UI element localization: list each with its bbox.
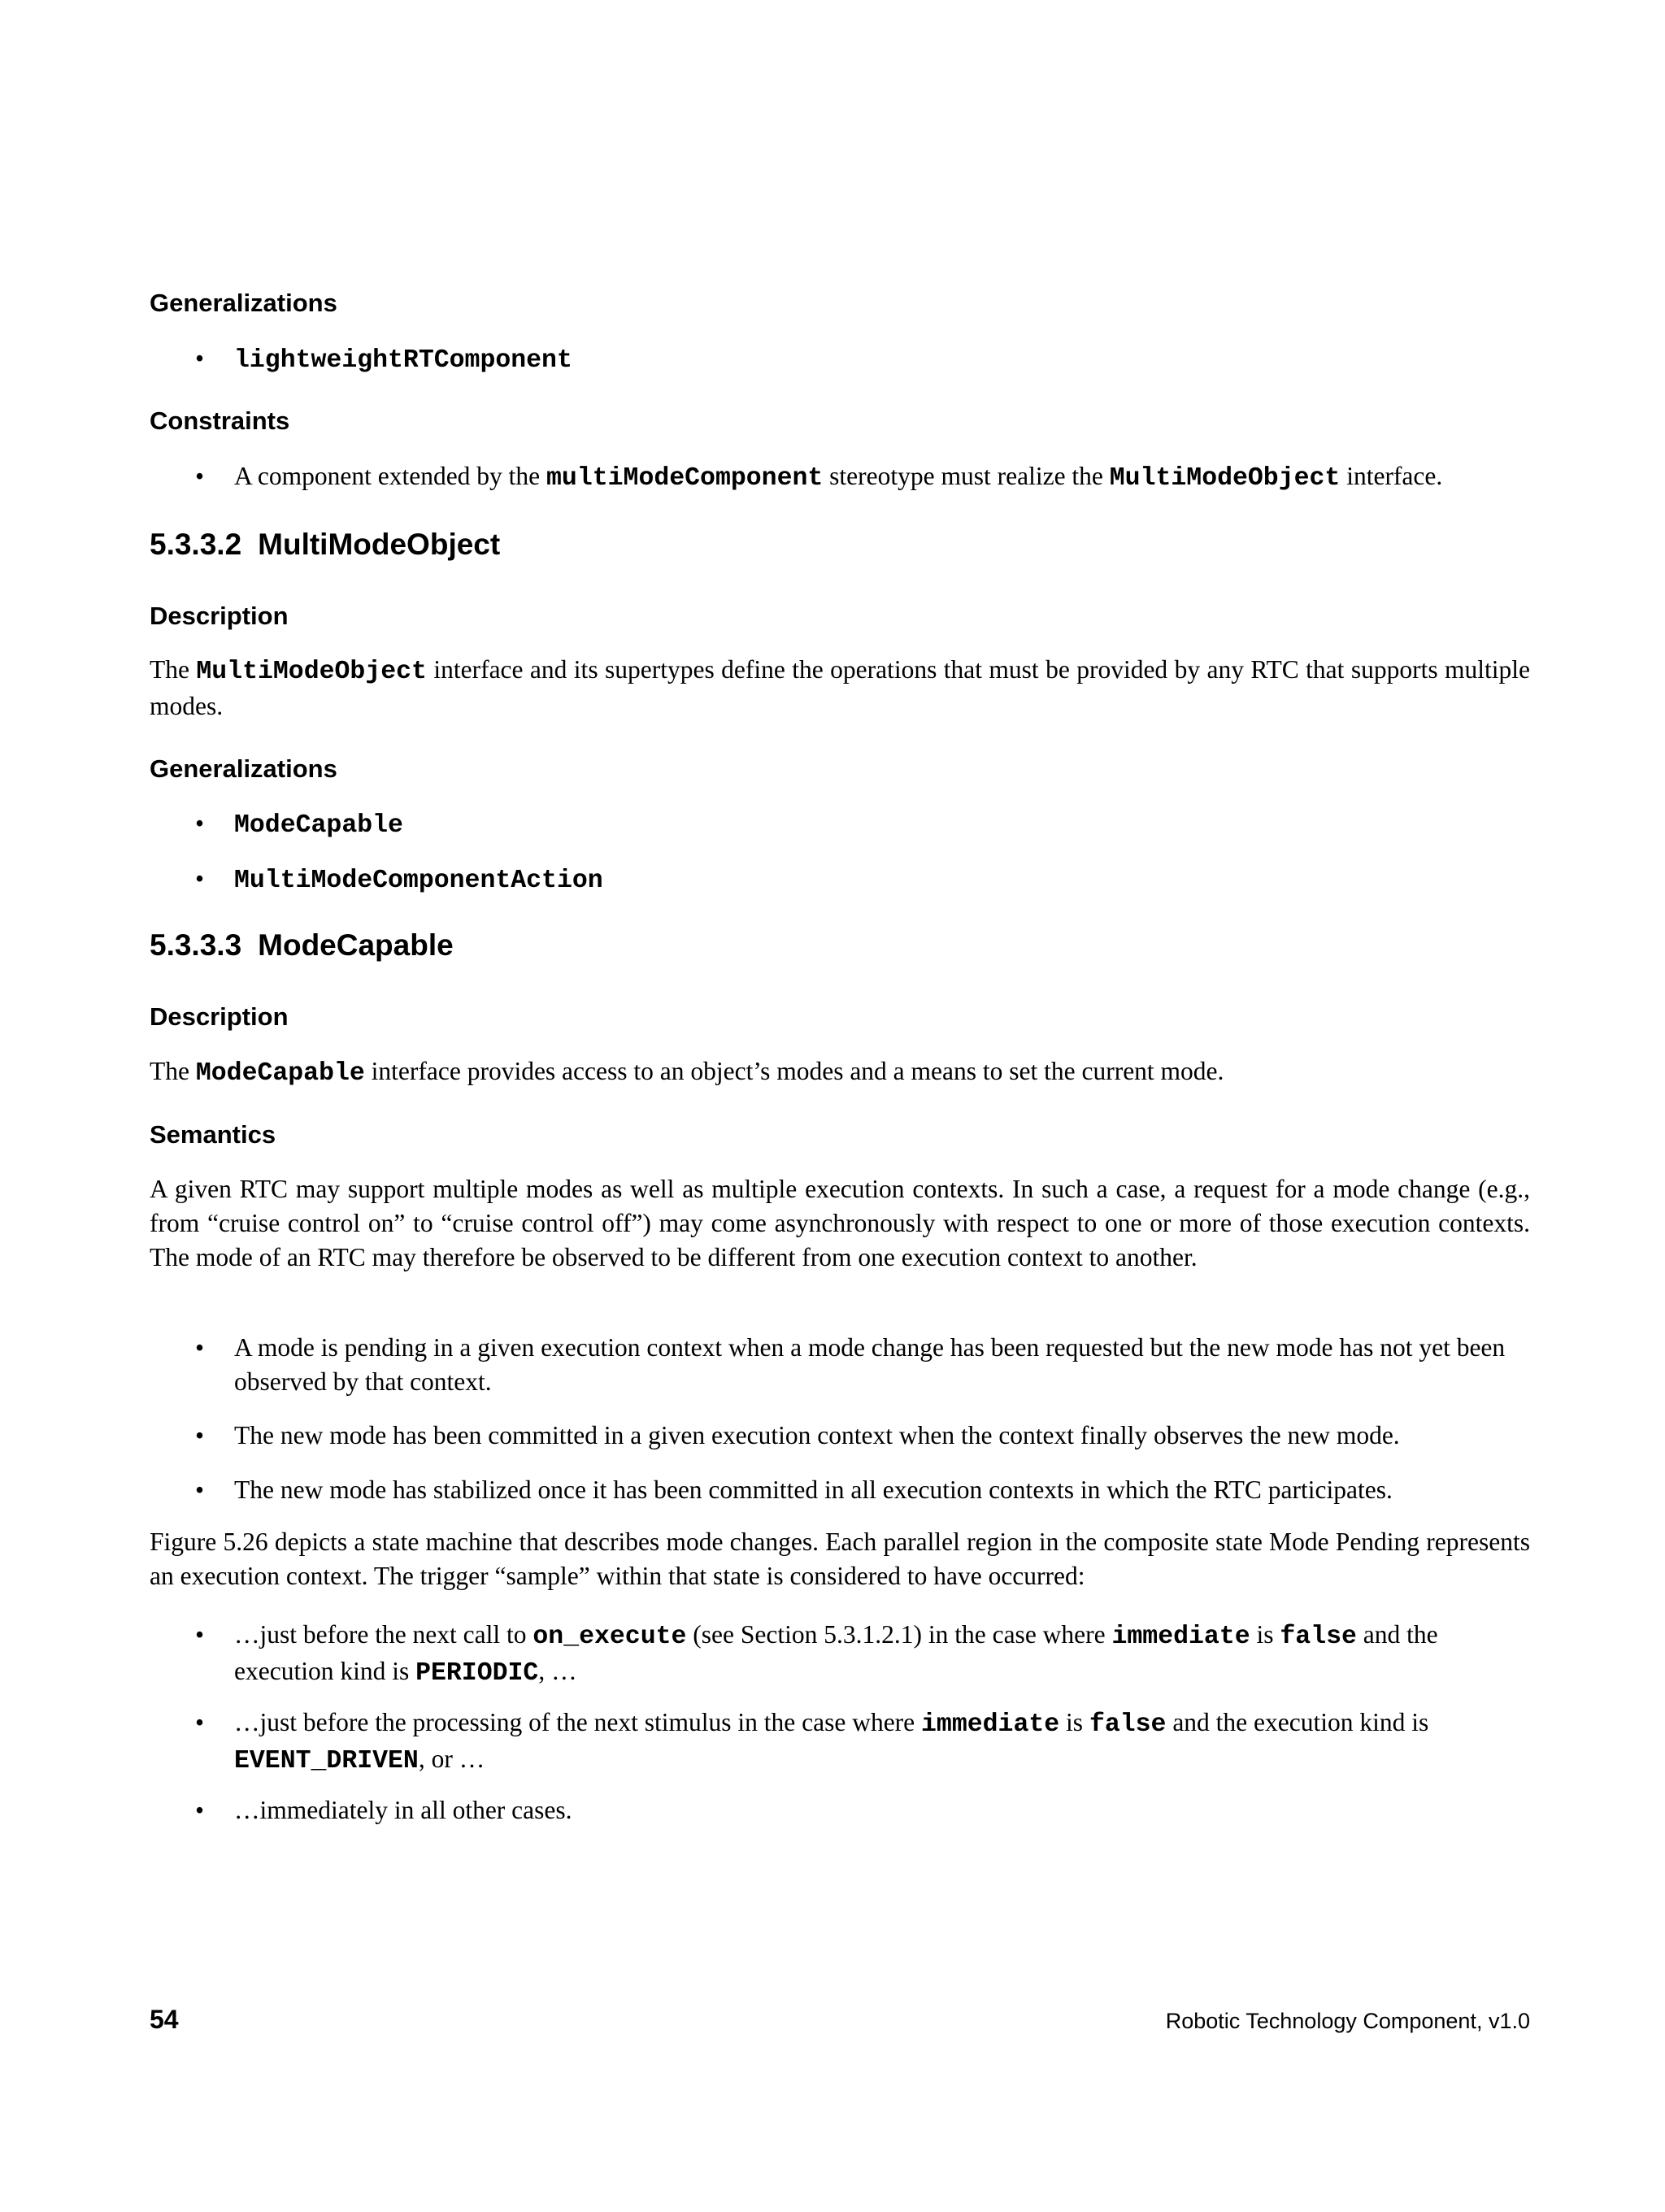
- bullet-icon: •: [195, 1333, 205, 1362]
- semantics-paragraph: A given RTC may support multiple modes as well as multiple execution contexts. In such a case, a request for a mode change (e.g., from “cruise control on” to “cruise control off”) may come asynchronously with respect to one or more of those execution contexts. The mode of an RTC may therefore be observed to be different from one execution context to another.: [150, 1175, 1530, 1271]
- text-run: is: [1250, 1620, 1280, 1649]
- section-heading: [150, 928, 454, 963]
- text-run: , or …: [418, 1745, 485, 1773]
- page-number: 54: [150, 2005, 179, 2034]
- list-item-text: A mode is pending in a given execution context when a mode change has been requested but the new mode has not yet been observed by that context.: [234, 1333, 1506, 1396]
- bullet-icon: •: [195, 462, 205, 490]
- code-term: MultiModeComponentAction: [234, 867, 603, 895]
- code-term: ModeCapable: [234, 811, 403, 840]
- code-term: false: [1280, 1623, 1357, 1651]
- code-term: lightweightRTComponent: [234, 346, 572, 375]
- text-run: …just before the next call to: [234, 1620, 533, 1649]
- code-term: multiModeComponent: [546, 464, 824, 493]
- section-heading: [150, 528, 500, 562]
- list-item-text: …immediately in all other cases.: [234, 1796, 572, 1824]
- description-heading: Description: [150, 602, 289, 630]
- text-run: is: [1059, 1708, 1089, 1736]
- description-paragraph: [150, 653, 1530, 724]
- description-paragraph: [150, 1054, 1530, 1091]
- document-title: Robotic Technology Component, v1.0: [1165, 2009, 1530, 2033]
- generalizations-heading: Generalizations: [150, 289, 337, 317]
- text-run: , …: [538, 1657, 577, 1685]
- text-run: and the execution kind is: [1166, 1708, 1429, 1736]
- description-heading: Description: [150, 1002, 289, 1031]
- section-title: MultiModeObject: [258, 528, 501, 561]
- text-run: A component extended by the: [234, 462, 547, 490]
- section-number: 5.3.3.3: [150, 928, 242, 962]
- text-run: The: [150, 1057, 196, 1085]
- code-term: immediate: [921, 1710, 1060, 1739]
- text-run: interface.: [1340, 462, 1443, 490]
- text-run: stereotype must realize the: [823, 462, 1110, 490]
- figure-reference-paragraph: Figure 5.26 depicts a state machine that describes mode changes. Each parallel region in the composite state Mode Pending represents an execution context. The trigger “sample” within that state is considered to have occurred:: [150, 1528, 1530, 1590]
- bullet-icon: •: [195, 344, 205, 372]
- bullet-icon: •: [195, 809, 205, 837]
- code-term: MultiModeObject: [1109, 464, 1341, 493]
- text-run: and the execution kind is: [234, 1620, 1438, 1685]
- bullet-icon: •: [195, 1620, 205, 1649]
- code-term: on_execute: [533, 1623, 687, 1651]
- code-term: immediate: [1111, 1623, 1250, 1651]
- section-number: 5.3.3.2: [150, 528, 242, 561]
- list-item-text: The new mode has stabilized once it has been committed in all execution contexts in which the RTC participates.: [234, 1475, 1393, 1504]
- text-run: interface and its supertypes define the operations that must be provided by any RTC that supports multiple modes.: [150, 655, 1530, 720]
- code-term: false: [1089, 1710, 1167, 1739]
- text-run: The: [150, 655, 197, 684]
- text-run: …just before the processing of the next stimulus in the case where: [234, 1708, 922, 1736]
- section-title: ModeCapable: [258, 928, 454, 962]
- code-term: PERIODIC: [415, 1659, 539, 1688]
- bullet-icon: •: [195, 1421, 205, 1449]
- code-term: MultiModeObject: [196, 658, 427, 686]
- document-page: [150, 0, 1530, 2212]
- generalizations-heading: Generalizations: [150, 754, 337, 783]
- text-run: interface provides access to an object’s modes and a means to set the current mode.: [364, 1057, 1224, 1085]
- bullet-icon: •: [195, 1475, 205, 1504]
- list-item-text: The new mode has been committed in a given execution context when the context finally observes the new mode.: [234, 1421, 1400, 1449]
- text-run: (see Section 5.3.1.2.1) in the case where: [686, 1620, 1112, 1649]
- bullet-icon: •: [195, 1708, 205, 1736]
- semantics-heading: Semantics: [150, 1120, 276, 1149]
- code-term: ModeCapable: [195, 1059, 365, 1088]
- bullet-icon: •: [195, 864, 205, 893]
- constraints-heading: Constraints: [150, 406, 290, 435]
- code-term: EVENT_DRIVEN: [234, 1747, 419, 1775]
- bullet-icon: •: [195, 1796, 205, 1824]
